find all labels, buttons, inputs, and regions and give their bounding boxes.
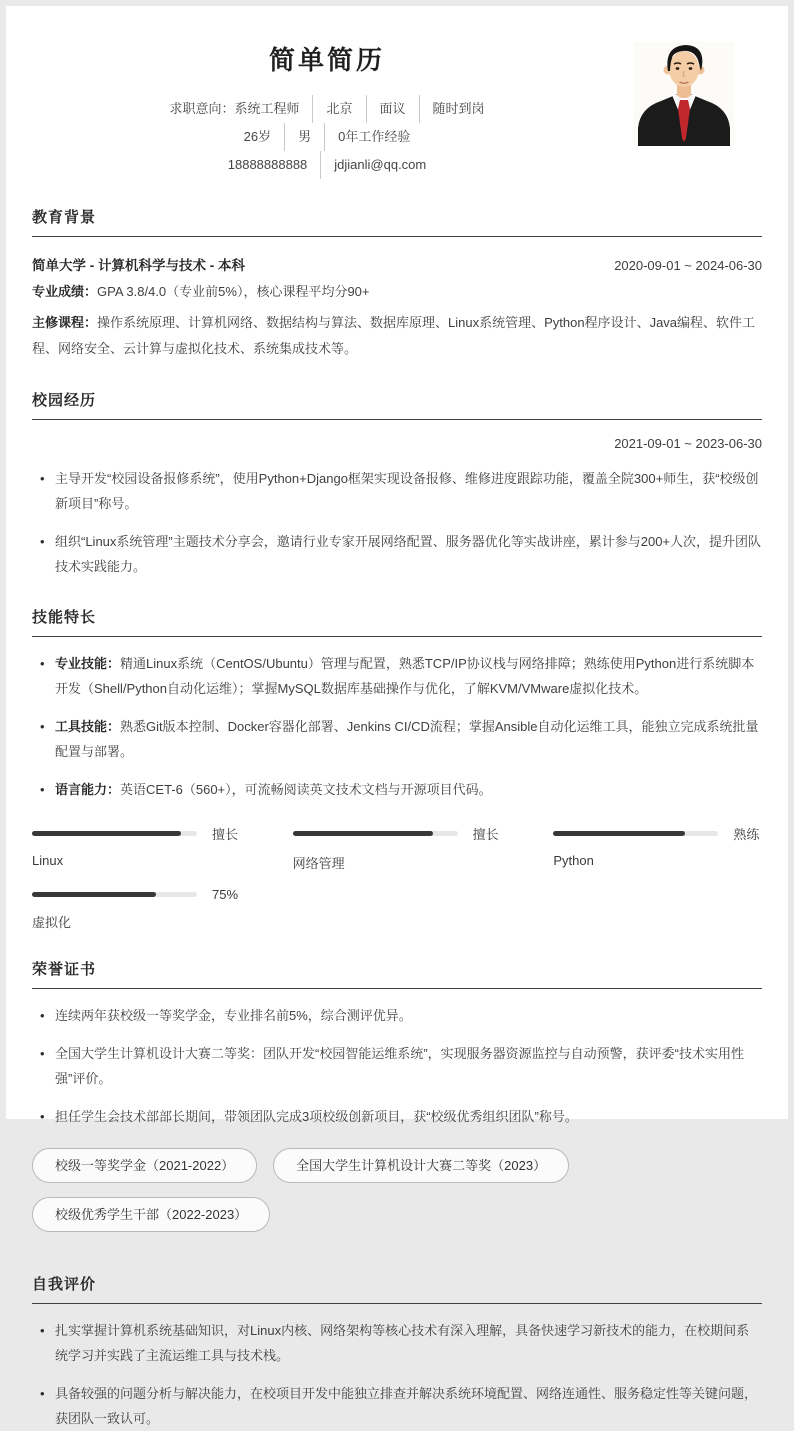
bullet-icon: • xyxy=(40,534,45,549)
list-item xyxy=(32,1003,762,1028)
list-item xyxy=(32,1318,762,1368)
row-label: 主修课程： xyxy=(32,315,98,330)
list-item xyxy=(32,777,762,802)
list-item xyxy=(32,529,762,579)
bullet-icon: • xyxy=(40,1046,45,1061)
bullet-icon: • xyxy=(40,1323,45,1338)
bullet-text: 担任学生会技术部部长期间，带领团队完成3项校级创新项目，获“校级优秀组织团队”称号。 xyxy=(55,1109,578,1124)
skill-bar-track xyxy=(32,831,197,836)
campus-date-range: 2021-09-01 ~ 2023-06-30 xyxy=(614,436,762,451)
school-degree: 简单大学 - 计算机科学与技术 - 本科 xyxy=(32,258,245,273)
contact-item: 18888888888 xyxy=(227,157,308,172)
list-item xyxy=(32,1381,762,1431)
honor-badge: 校级一等奖学金（2021-2022） xyxy=(32,1148,257,1183)
profile-photo xyxy=(634,42,734,146)
list-item xyxy=(32,1104,762,1129)
bullet-text: 组织“Linux系统管理”主题技术分享会，邀请行业专家开展网络配置、服务器优化等实战讲座，累计参与200+人次，提升团队技术实践能力。 xyxy=(55,534,762,574)
education-date-range: 2020-09-01 ~ 2024-06-30 xyxy=(614,258,762,273)
skill-bar-track xyxy=(32,892,197,897)
skill-bar-track xyxy=(293,831,458,836)
bullet-text: 具备较强的问题分析与解决能力，在校项目开发中能独立排查并解决系统环境配置、网络连通性、服务稳定性等关键问题，获团队一致认可。 xyxy=(55,1386,758,1426)
skill-bar-fill xyxy=(293,831,433,836)
bullet-icon: • xyxy=(40,782,45,797)
bullet-icon: • xyxy=(40,1109,45,1124)
bullet-icon: • xyxy=(40,1386,45,1401)
skill-level-label: 擅长 xyxy=(472,827,499,842)
evaluation-bullet-list xyxy=(32,1318,762,1431)
skill-level-label: 熟练 xyxy=(733,827,760,842)
section-divider xyxy=(32,1303,762,1304)
section-title-campus: 校园经历 xyxy=(32,392,97,409)
skill-bar xyxy=(32,824,241,872)
skill-label: 专业技能： xyxy=(55,656,121,671)
resume-header xyxy=(32,40,762,179)
bullet-icon: • xyxy=(40,471,45,486)
section-divider xyxy=(32,988,762,989)
contact-line-phone-email xyxy=(32,151,622,179)
section-divider xyxy=(32,419,762,420)
skill-bar-fill xyxy=(32,831,181,836)
honors-bullet-list xyxy=(32,1003,762,1129)
skill-name: 虚拟化 xyxy=(32,915,72,930)
skill-name: Linux xyxy=(32,853,64,868)
skill-text: 英语CET-6（560+），可流畅阅读英文技术文档与开源项目代码。 xyxy=(120,782,492,797)
bullet-text: 扎实掌握计算机系统基础知识，对Linux内核、网络架构等核心技术有深入理解，具备快速学习新技术的能力，在校期间系统学习并实践了主流运维工具与技术栈。 xyxy=(55,1323,750,1363)
bullet-text: 全国大学生计算机设计大赛二等奖：团队开发“校园智能运维系统”，实现服务器资源监控与自动预警，获评委“技术实用性强”评价。 xyxy=(55,1046,744,1086)
resume-page xyxy=(6,6,788,1426)
section-campus-experience xyxy=(32,389,762,579)
education-detail-row xyxy=(32,310,762,362)
skills-bullet-list xyxy=(32,651,762,802)
skill-bar-fill xyxy=(553,831,685,836)
list-item xyxy=(32,651,762,701)
contact-line-basic xyxy=(32,123,622,151)
male-portrait-avatar-icon xyxy=(634,42,734,146)
skill-level-label: 75% xyxy=(212,887,239,902)
bullet-text: 连续两年获校级一等奖学金，专业排名前5%，综合测评优异。 xyxy=(55,1008,412,1023)
campus-bullet-list xyxy=(32,466,762,579)
contact-item: 面议 xyxy=(366,95,406,123)
contact-item: 随时到岗 xyxy=(419,95,485,123)
skill-text: 精通Linux系统（CentOS/Ubuntu）管理与配置，熟悉TCP/IP协议栈与网络排障；熟练使用Python进行系统脚本开发（Shell/Python自动化运维）；掌握MySQL数据库基础操作与优化，了解KVM/VMware虚拟化技术。 xyxy=(55,656,755,696)
row-text: 操作系统原理、计算机网络、数据结构与算法、数据库原理、Linux系统管理、Python程序设计、Java编程、软件工程、网络安全、云计算与虚拟化技术、系统集成技术等。 xyxy=(32,315,756,356)
skill-level-label: 擅长 xyxy=(212,827,239,842)
contact-item: 男 xyxy=(284,123,311,151)
contact-item: 北京 xyxy=(312,95,352,123)
list-item xyxy=(32,466,762,516)
section-title-honors: 荣誉证书 xyxy=(32,961,97,978)
bullet-icon: • xyxy=(40,656,45,671)
section-title-skills: 技能特长 xyxy=(32,609,97,626)
section-education xyxy=(32,206,762,362)
skill-text: 熟悉Git版本控制、Docker容器化部署、Jenkins CI/CD流程；掌握Ansible自动化运维工具，能独立完成系统批量配置与部署。 xyxy=(55,719,759,759)
row-text: GPA 3.8/4.0（专业前5%），核心课程平均分90+ xyxy=(97,284,370,299)
section-divider xyxy=(32,236,762,237)
skill-bar xyxy=(32,887,241,931)
skill-bars-grid xyxy=(32,824,762,931)
section-title-education: 教育背景 xyxy=(32,209,97,226)
contact-item: 0年工作经验 xyxy=(324,123,410,151)
skill-bar xyxy=(293,824,502,872)
contact-item: 求职意向：系统工程师 xyxy=(169,101,300,116)
section-divider xyxy=(32,636,762,637)
skill-label: 语言能力： xyxy=(55,782,121,797)
contact-line-intention xyxy=(32,95,622,123)
skill-name: 网络管理 xyxy=(292,856,345,871)
list-item xyxy=(32,714,762,764)
section-title-evaluation: 自我评价 xyxy=(32,1276,97,1293)
education-detail-rows xyxy=(32,279,762,362)
skill-bar-track xyxy=(553,831,718,836)
honor-badge: 全国大学生计算机设计大赛二等奖（2023） xyxy=(273,1148,569,1183)
bullet-text: 主导开发“校园设备报修系统”，使用Python+Django框架实现设备报修、维修进度跟踪功能，覆盖全院300+师生，获“校级创新项目”称号。 xyxy=(55,471,759,511)
education-detail-row xyxy=(32,279,762,305)
contact-item: jdjianli@qq.com xyxy=(320,151,426,179)
section-skills xyxy=(32,606,762,931)
section-honors xyxy=(32,958,762,1246)
honor-badge-list xyxy=(32,1148,762,1246)
list-item xyxy=(32,1041,762,1091)
row-label: 专业成绩： xyxy=(32,284,98,299)
bullet-icon: • xyxy=(40,1008,45,1023)
skill-name: Python xyxy=(553,853,594,868)
section-self-evaluation xyxy=(32,1273,762,1431)
skill-bar-fill xyxy=(32,892,156,897)
skill-bar xyxy=(553,824,762,872)
skill-label: 工具技能： xyxy=(55,719,121,734)
page-title: 简单简历 xyxy=(268,45,385,75)
contact-item: 26岁 xyxy=(243,129,272,144)
honor-badge: 校级优秀学生干部（2022-2023） xyxy=(32,1197,270,1232)
bullet-icon: • xyxy=(40,719,45,734)
